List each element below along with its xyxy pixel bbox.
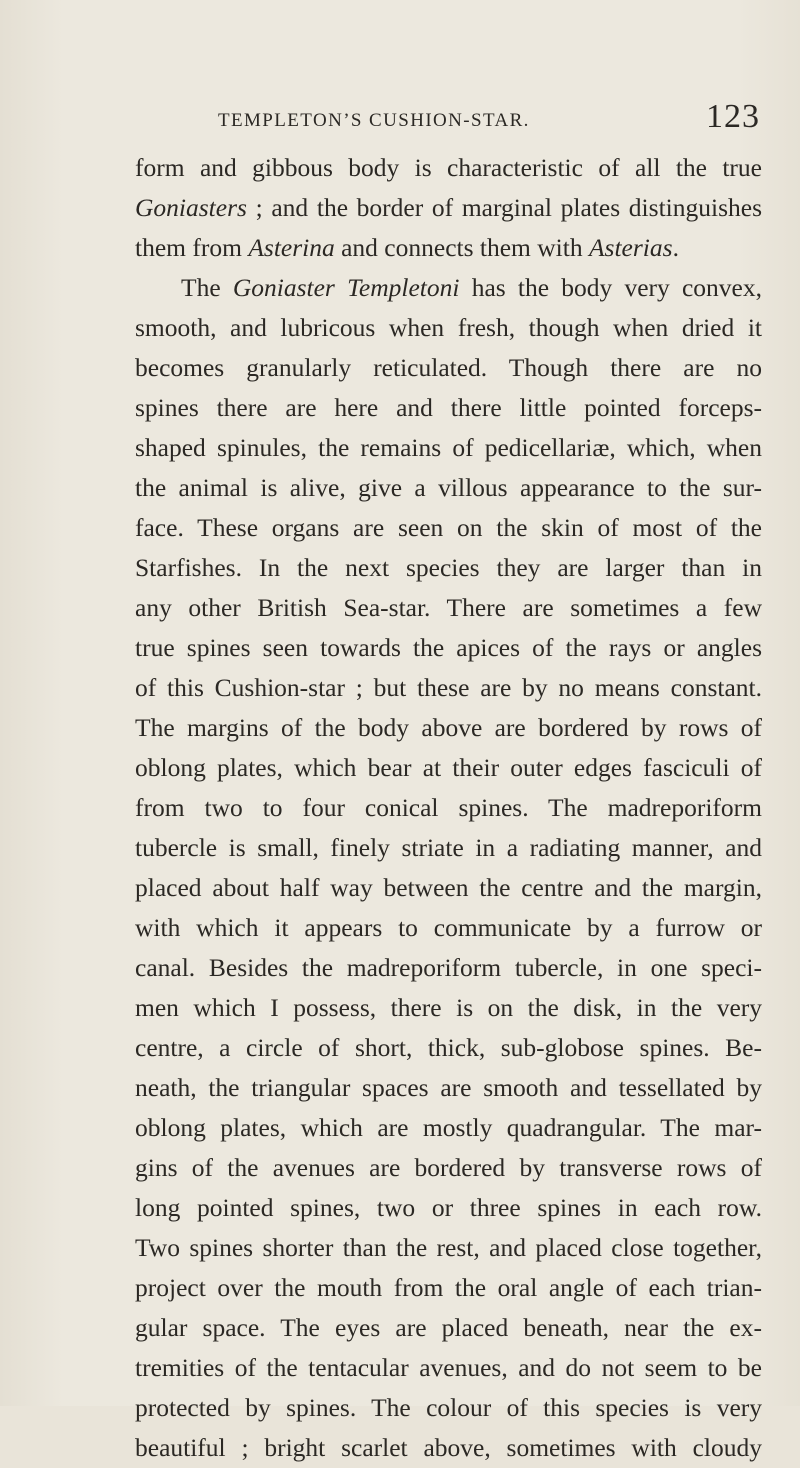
text-line: oblong plates, which are mostly quadrangular. The mar- (135, 1113, 762, 1142)
text-line: long pointed spines, two or three spines in each row. (135, 1193, 762, 1222)
text-line: The Goniaster Templetoni has the body very convex, (181, 273, 762, 302)
text-line: beautiful ; bright scarlet above, sometimes with cloudy (135, 1433, 762, 1462)
text-line: protected by spines. The colour of this species is very (135, 1393, 762, 1422)
text-line: oblong plates, which bear at their outer edges fasciculi of (135, 753, 762, 782)
text-line: smooth, and lubricous when fresh, though when dried it (135, 313, 762, 342)
running-title: TEMPLETON’S CUSHION-STAR. (218, 110, 530, 131)
text-line: form and gibbous body is characteristic of all the true (135, 153, 762, 182)
text-line: tremities of the tentacular avenues, and do not seem to be (135, 1353, 762, 1382)
page-number: 123 (706, 98, 760, 135)
text-line: true spines seen towards the apices of the rays or angles (135, 633, 762, 662)
text-line: centre, a circle of short, thick, sub-globose spines. Be- (135, 1033, 762, 1062)
text-line: men which I possess, there is on the disk, in the very (135, 993, 762, 1022)
text-line: Starfishes. In the next species they are larger than in (135, 553, 762, 582)
text-line: any other British Sea-star. There are sometimes a few (135, 593, 762, 622)
text-line: Goniasters ; and the border of marginal plates distinguishes (135, 193, 762, 222)
text-line: from two to four conical spines. The madreporiform (135, 793, 762, 822)
text-line: placed about half way between the centre and the margin, (135, 873, 762, 902)
text-line: gular space. The eyes are placed beneath, near the ex- (135, 1313, 762, 1342)
text-line: shaped spinules, the remains of pedicellariæ, which, when (135, 433, 762, 462)
text-line: neath, the triangular spaces are smooth and tessellated by (135, 1073, 762, 1102)
text-line: canal. Besides the madreporiform tubercle, in one speci- (135, 953, 762, 982)
text-line: them from Asterina and connects them with Asterias. (135, 233, 679, 262)
text-line: spines there are here and there little pointed forceps- (135, 393, 762, 422)
text-line: The margins of the body above are bordered by rows of (135, 713, 762, 742)
text-line: becomes granularly reticulated. Though there are no (135, 353, 762, 382)
text-line: of this Cushion-star ; but these are by no means constant. (135, 673, 762, 702)
text-line: gins of the avenues are bordered by transverse rows of (135, 1153, 762, 1182)
text-line: Two spines shorter than the rest, and placed close together, (135, 1233, 762, 1262)
text-line: the animal is alive, give a villous appearance to the sur- (135, 473, 762, 502)
running-head (0, 100, 800, 140)
text-line: with which it appears to communicate by a furrow or (135, 913, 762, 942)
text-line: tubercle is small, finely striate in a radiating manner, and (135, 833, 762, 862)
text-line: face. These organs are seen on the skin of most of the (135, 513, 762, 542)
text-line: project over the mouth from the oral angle of each trian- (135, 1273, 762, 1302)
